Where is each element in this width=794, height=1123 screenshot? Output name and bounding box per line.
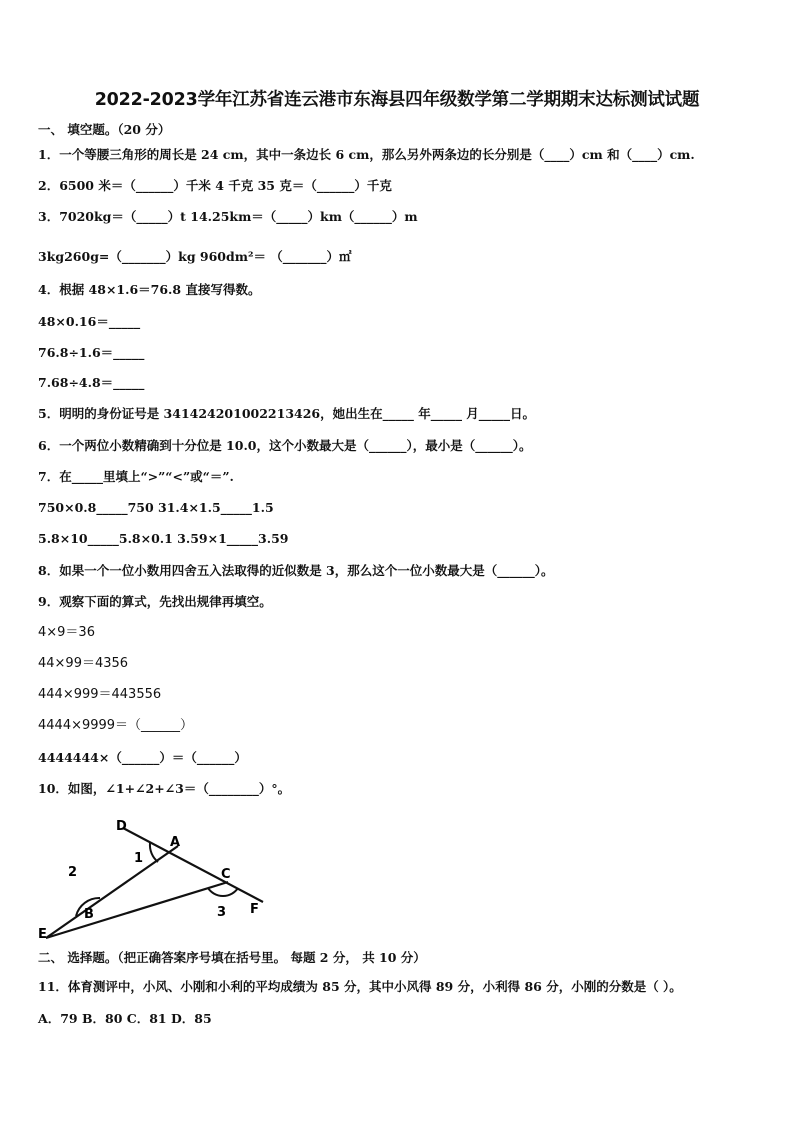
question-7-row-2: 5.8×10_____5.8×0.1 3.59×1_____3.59 <box>38 531 289 546</box>
question-9-eq-5: 4444444×（______）＝（______） <box>38 750 247 765</box>
question-2: 2．6500 米＝（______）千米 4 千克 35 克＝（______）千克 <box>38 178 392 193</box>
angle-3-arc <box>208 888 238 896</box>
line-da <box>123 828 263 902</box>
question-9: 9．观察下面的算式，先找出规律再填空。 <box>38 594 272 609</box>
question-11-options: A．79 B．80 C．81 D．85 <box>38 1011 212 1026</box>
angle-figure <box>38 810 278 945</box>
label-b: B <box>84 907 94 922</box>
question-9-eq-3: 444×999＝443556 <box>38 687 162 702</box>
question-11: 11．体育测评中，小风、小刚和小利的平均成绩为 85 分，其中小风得 89 分，小利得 86 分，小刚的分数是（ ）。 <box>38 979 682 994</box>
question-10: 10．如图，∠1+∠2+∠3＝（________）°。 <box>38 781 291 796</box>
line-ec <box>46 882 228 938</box>
question-6: 6．一个两位小数精确到十分位是 10.0，这个小数最大是（______），最小是（______）。 <box>38 438 532 453</box>
question-1: 1．一个等腰三角形的周长是 24 cm，其中一条边长 6 cm，那么另外两条边的长分别是（____）cm 和（____）cm. <box>38 147 695 162</box>
question-9-eq-1: 4×9＝36 <box>38 625 95 640</box>
question-3b: 3kg260g=（_______）kg 960dm²＝ （_______）㎡ <box>38 249 352 264</box>
question-4: 4．根据 48×1.6＝76.8 直接写得数。 <box>38 282 261 297</box>
label-e: E <box>38 927 47 942</box>
angle-1-label: 1 <box>134 851 144 866</box>
section-fill-blank-heading: 一、 填空题。（20 分） <box>38 122 171 137</box>
angle-2-label: 2 <box>68 865 78 880</box>
page-title: 2022-2023学年江苏省连云港市东海县四年级数学第二学期期末达标测试试题 <box>94 90 700 110</box>
question-9-eq-4: 4444×9999＝（______） <box>38 718 194 733</box>
section-choice-heading: 二、 选择题。（把正确答案序号填在括号里。 每题 2 分， 共 10 分） <box>38 950 426 965</box>
question-5: 5．明明的身份证号是 341424201002213426，她出生在_____ 年_____ 月_____日。 <box>38 406 536 421</box>
line-ea <box>46 846 178 938</box>
question-4-item-2: 76.8÷1.6＝_____ <box>38 345 145 360</box>
question-3a: 3．7020kg＝（_____）t 14.25km＝（_____）km（______）m <box>38 209 418 224</box>
label-d: D <box>116 819 127 834</box>
label-f: F <box>250 902 259 917</box>
label-c: C <box>221 867 231 882</box>
label-a: A <box>170 835 181 850</box>
question-4-item-1: 48×0.16＝_____ <box>38 314 141 329</box>
question-4-item-3: 7.68÷4.8＝_____ <box>38 375 145 390</box>
angle-3-label: 3 <box>217 905 227 920</box>
question-7: 7．在_____里填上“>”“<”或“＝”. <box>38 469 234 484</box>
question-7-row-1: 750×0.8_____750 31.4×1.5_____1.5 <box>38 500 274 515</box>
question-8: 8．如果一个一位小数用四舍五入法取得的近似数是 3，那么这个一位小数最大是（______）。 <box>38 563 554 578</box>
question-9-eq-2: 44×99＝4356 <box>38 656 129 671</box>
